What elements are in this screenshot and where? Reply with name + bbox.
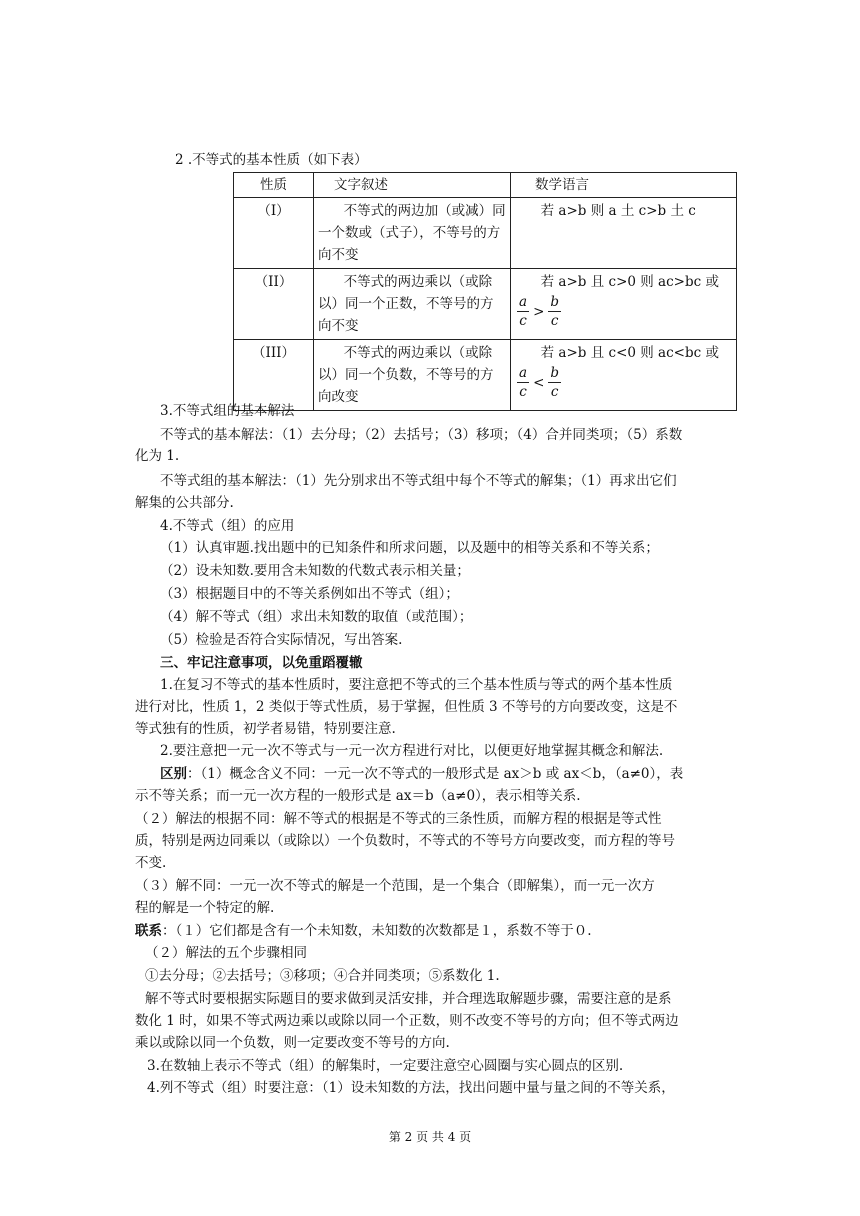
row3-fraction-expression xyxy=(515,365,563,400)
section-heading-3: 三、牢记注意事项，以免重蹈覆辙 xyxy=(160,655,363,671)
section3-p2-line2: 解集的公共部分. xyxy=(135,495,234,511)
fraction-a-over-c: $\frac{a}{c}$ xyxy=(519,365,528,400)
section3-title: 3.不等式组的基本解法 xyxy=(160,403,295,419)
header-math: 数学语言 xyxy=(511,173,737,198)
section3-p2-line1: 不等式组的基本解法：（1）先分别求出不等式组中每个不等式的解集；（1）再求出它们 xyxy=(160,473,677,489)
difference-label: 区别 xyxy=(160,766,187,782)
row2-text: 不等式的两边乘以（或除以）同一个正数，不等号的方向不变 xyxy=(314,269,511,340)
difference3-line: 程的解是一个特定的解. xyxy=(135,900,275,916)
properties-table xyxy=(233,172,737,411)
section4-item: （3）根据题目中的不等关系例如出不等式（组）； xyxy=(160,586,459,602)
difference3-line: （３）解不同：一元一次不等式的解是一个范围，是一个集合（即解集），而一元一次方 xyxy=(135,878,655,894)
note3: 3.在数轴上表示不等式（组）的解集时，一定要注意空心圆圈与实心圆点的区别. xyxy=(147,1058,624,1074)
section4-item: （1）认真审题.找出题中的已知条件和所求问题，以及题中的相等关系和不等关系； xyxy=(160,540,659,556)
row2-math: 若 a>b 且 c>0 则 ac>bc 或 $\frac{a}{c}$ > $\frac{b}{c}$ xyxy=(511,269,737,340)
section3-p1-line1: 不等式的基本解法：（1）去分母；（2）去括号；（3）移项；（4）合并同类项；（5）系数 xyxy=(160,427,683,443)
difference2-line: 质，特别是两边同乘以（或除以）一个负数时，不等式的不等号方向要改变，而方程的等号 xyxy=(135,833,675,849)
difference2-line: （２）解法的根据不同：解不等式的根据是不等式的三条性质，而解方程的根据是等式性 xyxy=(135,811,662,827)
note1-line: 等式独有的性质，初学者易错，特别要注意. xyxy=(135,721,396,737)
connection-line1: 联系：（１）它们都是含有一个未知数，未知数的次数都是１，系数不等于０. xyxy=(135,923,592,939)
solve-paragraph-line: 解不等式时要根据实际题目的要求做到灵活安排，并合理选取解题步骤，需要注意的是系 xyxy=(145,991,672,1007)
fraction-b-over-c: $\frac{b}{c}$ xyxy=(550,294,560,329)
section4-item: （4）解不等式（组）求出未知数的取值（或范围）； xyxy=(160,609,473,625)
note1-line: 进行对比，性质 1，2 类似于等式性质，易于掌握，但性质 3 不等号的方向要改变，这是不 xyxy=(135,699,678,715)
table-header-row xyxy=(234,173,737,198)
solve-paragraph-line: 数化 1 时，如果不等式两边乘以或除以同一个正数，则不改变不等号的方向；但不等式两边 xyxy=(135,1013,679,1029)
less-than-sign: < xyxy=(533,374,545,391)
section4-item: （2）设未知数.要用含未知数的代数式表示相关量； xyxy=(160,563,470,579)
table-row xyxy=(234,198,737,269)
connection-label: 联系 xyxy=(135,923,162,939)
row2-fraction-expression xyxy=(515,294,563,329)
section3-p1-line2: 化为 1. xyxy=(135,448,180,464)
note4: 4.列不等式（组）时要注意：（1）设未知数的方法，找出问题中量与量之间的不等关系， xyxy=(147,1080,675,1096)
header-text: 文字叙述 xyxy=(314,173,511,198)
row1-property: （I） xyxy=(234,198,314,269)
row1-text: 不等式的两边加（或减）同一个数或（式子），不等号的方向不变 xyxy=(314,198,511,269)
fraction-a-over-c: $\frac{a}{c}$ xyxy=(519,294,528,329)
table-row xyxy=(234,269,737,340)
solve-paragraph-line: 乘以或除以同一个负数，则一定要改变不等号的方向. xyxy=(135,1035,450,1051)
section4-item: （5）检验是否符合实际情况，写出答案. xyxy=(160,632,403,648)
row3-text: 不等式的两边乘以（或除以）同一个负数，不等号的方向改变 xyxy=(314,340,511,411)
fraction-b-over-c: $\frac{b}{c}$ xyxy=(550,365,560,400)
table-row xyxy=(234,340,737,411)
section2-title: 2 .不等式的基本性质（如下表） xyxy=(175,152,368,168)
difference2-line: 不变. xyxy=(135,855,167,871)
difference-line2: 示不等关系；而一元一次方程的一般形式是 ax＝b（a≠0），表示相等关系. xyxy=(135,788,581,804)
note2: 2.要注意把一元一次不等式与一元一次方程进行对比，以便更好地掌握其概念和解法. xyxy=(160,743,664,759)
section4-title: 4.不等式（组）的应用 xyxy=(160,518,295,534)
row2-property: （II） xyxy=(234,269,314,340)
row3-property: （III） xyxy=(234,340,314,411)
row3-math: 若 a>b 且 c<0 则 ac<bc 或 $\frac{a}{c}$ < $\frac{b}{c}$ xyxy=(511,340,737,411)
row1-math: 若 a>b 则 a 土 c>b 土 c xyxy=(511,198,737,269)
page-footer: 第 2 页 共 4 页 xyxy=(388,1130,472,1144)
difference-line1: 区别：（1）概念含义不同：一元一次不等式的一般形式是 ax＞b 或 ax＜b，（a≠0），表 xyxy=(160,766,684,782)
connection-line2: （２）解法的五个步骤相同 xyxy=(145,945,307,961)
header-property: 性质 xyxy=(234,173,314,198)
connection-line3: ①去分母；②去括号；③移项；④合并同类项；⑤系数化 1. xyxy=(145,968,500,984)
greater-than-sign: > xyxy=(533,303,545,320)
note1-line: 1.在复习不等式的基本性质时，要注意把不等式的三个基本性质与等式的两个基本性质 xyxy=(160,677,673,693)
